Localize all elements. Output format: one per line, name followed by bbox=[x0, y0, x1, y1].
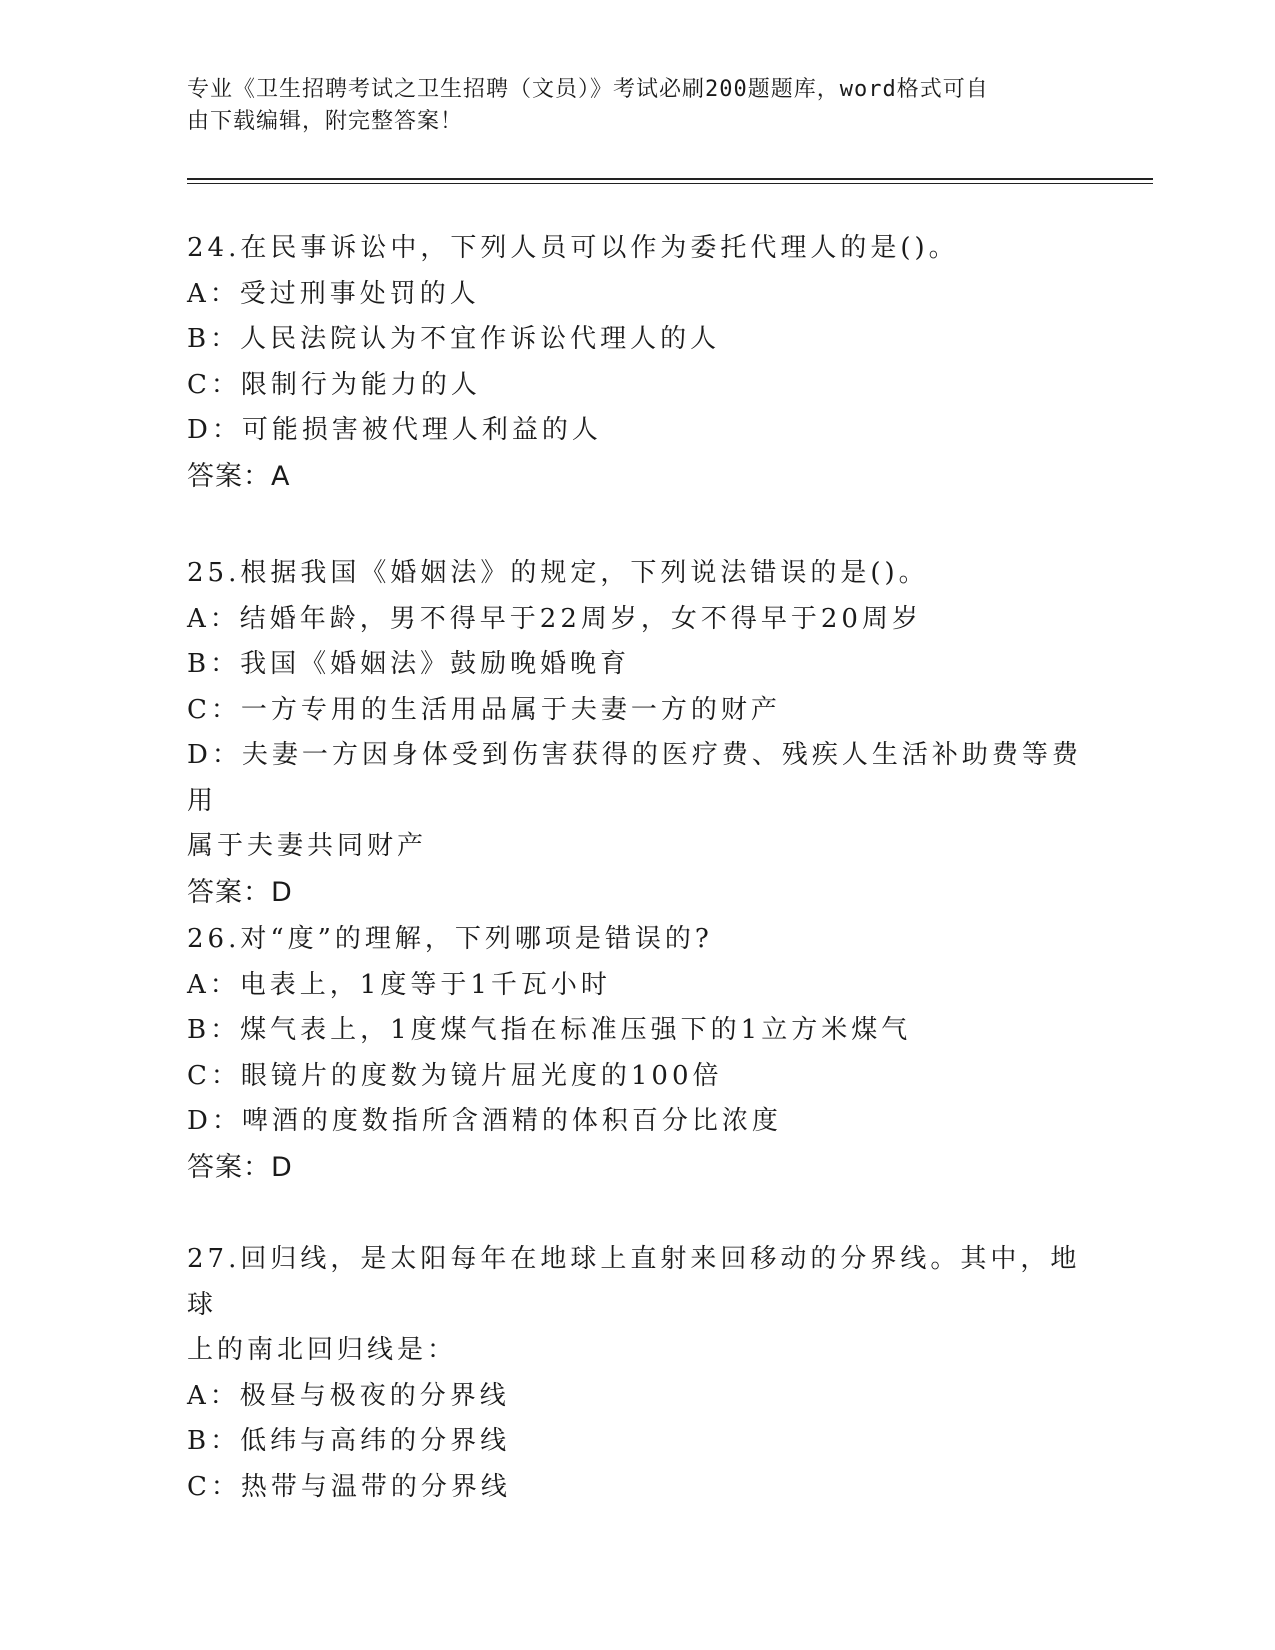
question-stem: 27.回归线，是太阳每年在地球上直射来回移动的分界线。其中，地球 bbox=[187, 1244, 1081, 1320]
option-c: C：热带与温带的分界线 bbox=[187, 1471, 511, 1502]
option-b: B：低纬与高纬的分界线 bbox=[187, 1426, 511, 1456]
option-c: C：限制行为能力的人 bbox=[187, 369, 481, 400]
header-line-2: 由下载编辑，附完整答案！ bbox=[187, 109, 464, 134]
option-d: D：夫妻一方因身体受到伤害获得的医疗费、残疾人生活补助费等费用 bbox=[187, 740, 1082, 816]
option-d: D：可能损害被代理人利益的人 bbox=[187, 415, 602, 445]
option-a: A：受过刑事处罚的人 bbox=[187, 278, 480, 309]
question-24 bbox=[187, 226, 1087, 499]
header-divider-thin bbox=[187, 183, 1153, 184]
header-line-1: 专业《卫生招聘考试之卫生招聘（文员）》考试必刷200题题库，word格式可自 bbox=[187, 77, 989, 102]
question-stem: 24.在民事诉讼中，下列人员可以作为委托代理人的是()。 bbox=[187, 233, 959, 263]
option-d: D：啤酒的度数指所含酒精的体积百分比浓度 bbox=[187, 1106, 782, 1136]
option-d-continued: 属于夫妻共同财产 bbox=[187, 831, 428, 861]
document-header bbox=[187, 74, 1067, 138]
answer-label: 答案：A bbox=[187, 460, 291, 492]
question-stem-continued: 上的南北回归线是： bbox=[187, 1335, 458, 1365]
option-b: B：我国《婚姻法》鼓励晚婚晚育 bbox=[187, 649, 631, 679]
question-26 bbox=[187, 917, 1087, 1190]
option-a: A：结婚年龄，男不得早于22周岁，女不得早于20周岁 bbox=[187, 603, 922, 634]
option-b: B：人民法院认为不宜作诉讼代理人的人 bbox=[187, 324, 721, 354]
option-a: A：极昼与极夜的分界线 bbox=[187, 1380, 510, 1411]
question-25 bbox=[187, 551, 1087, 915]
option-c: C：一方专用的生活用品属于夫妻一方的财产 bbox=[187, 694, 781, 725]
question-27 bbox=[187, 1237, 1087, 1510]
option-c: C：眼镜片的度数为镜片屈光度的100倍 bbox=[187, 1060, 723, 1091]
option-b: B：煤气表上，1度煤气指在标准压强下的1立方米煤气 bbox=[187, 1015, 912, 1045]
question-stem: 26.对“度”的理解，下列哪项是错误的? bbox=[187, 924, 713, 954]
header-divider-thick bbox=[187, 178, 1153, 180]
answer-label: 答案：D bbox=[187, 1151, 293, 1183]
answer-label: 答案：D bbox=[187, 876, 293, 908]
question-stem: 25.根据我国《婚姻法》的规定，下列说法错误的是()。 bbox=[187, 558, 929, 588]
option-a: A：电表上，1度等于1千瓦小时 bbox=[187, 969, 611, 1000]
